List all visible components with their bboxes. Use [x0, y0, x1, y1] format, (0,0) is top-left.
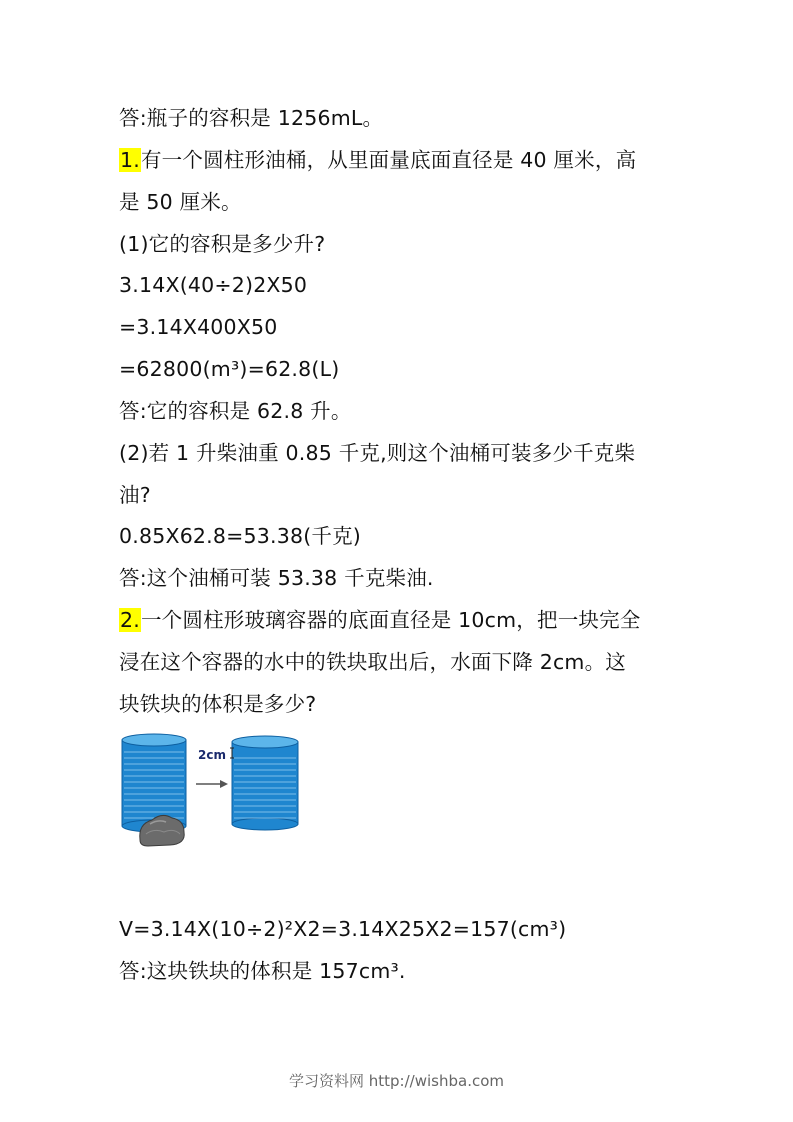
calc-line-1: 3.14X(40÷2)2X50: [119, 273, 308, 297]
problem-1-number: 1.: [120, 148, 140, 172]
answer-1-1: 答:它的容积是 62.8 升。: [119, 399, 352, 423]
volume-calculation: V=3.14X(10÷2)²X2=3.14X25X2=157(cm³): [119, 917, 567, 941]
problem-1-question-2-line-1: (2)若 1 升柴油重 0.85 千克,则这个油桶可装多少千克柴: [119, 441, 636, 465]
calc-line-4: 0.85X62.8=53.38(千克): [119, 524, 361, 548]
problem-1-question-1: (1)它的容积是多少升?: [119, 232, 326, 256]
level-drop-label: 2cm: [198, 748, 226, 762]
problem-1-line-1: [119, 146, 636, 174]
calc-line-2: =3.14X400X50: [119, 315, 278, 339]
problem-2-line-3: 块铁块的体积是多少?: [119, 692, 317, 716]
arrow-icon: [196, 780, 228, 788]
problem-1-text: 有一个圆柱形油桶，从里面量底面直径是 40 厘米，高: [140, 148, 637, 172]
right-cylinder: [232, 736, 298, 830]
problem-2-text: 一个圆柱形玻璃容器的底面直径是 10cm，把一块完全: [140, 608, 641, 632]
problem-1-line-2: 是 50 厘米。: [119, 190, 242, 214]
answer-2: 答:这块铁块的体积是 157cm³.: [119, 959, 406, 983]
cylinder-diagram: [118, 728, 308, 852]
problem-1-question-2-line-2: 油?: [119, 483, 151, 507]
footer-watermark: 学习资料网 http://wishba.com: [289, 1072, 504, 1090]
answer-bottle-volume: 答:瓶子的容积是 1256mL。: [119, 106, 384, 130]
answer-1-2: 答:这个油桶可装 53.38 千克柴油.: [119, 566, 434, 590]
left-cylinder: [122, 734, 186, 832]
problem-2-line-1: [119, 606, 641, 634]
calc-line-3: =62800(m³)=62.8(L): [119, 357, 340, 381]
problem-2-line-2: 浸在这个容器的水中的铁块取出后，水面下降 2cm。这: [119, 650, 626, 674]
problem-2-number: 2.: [120, 608, 140, 632]
